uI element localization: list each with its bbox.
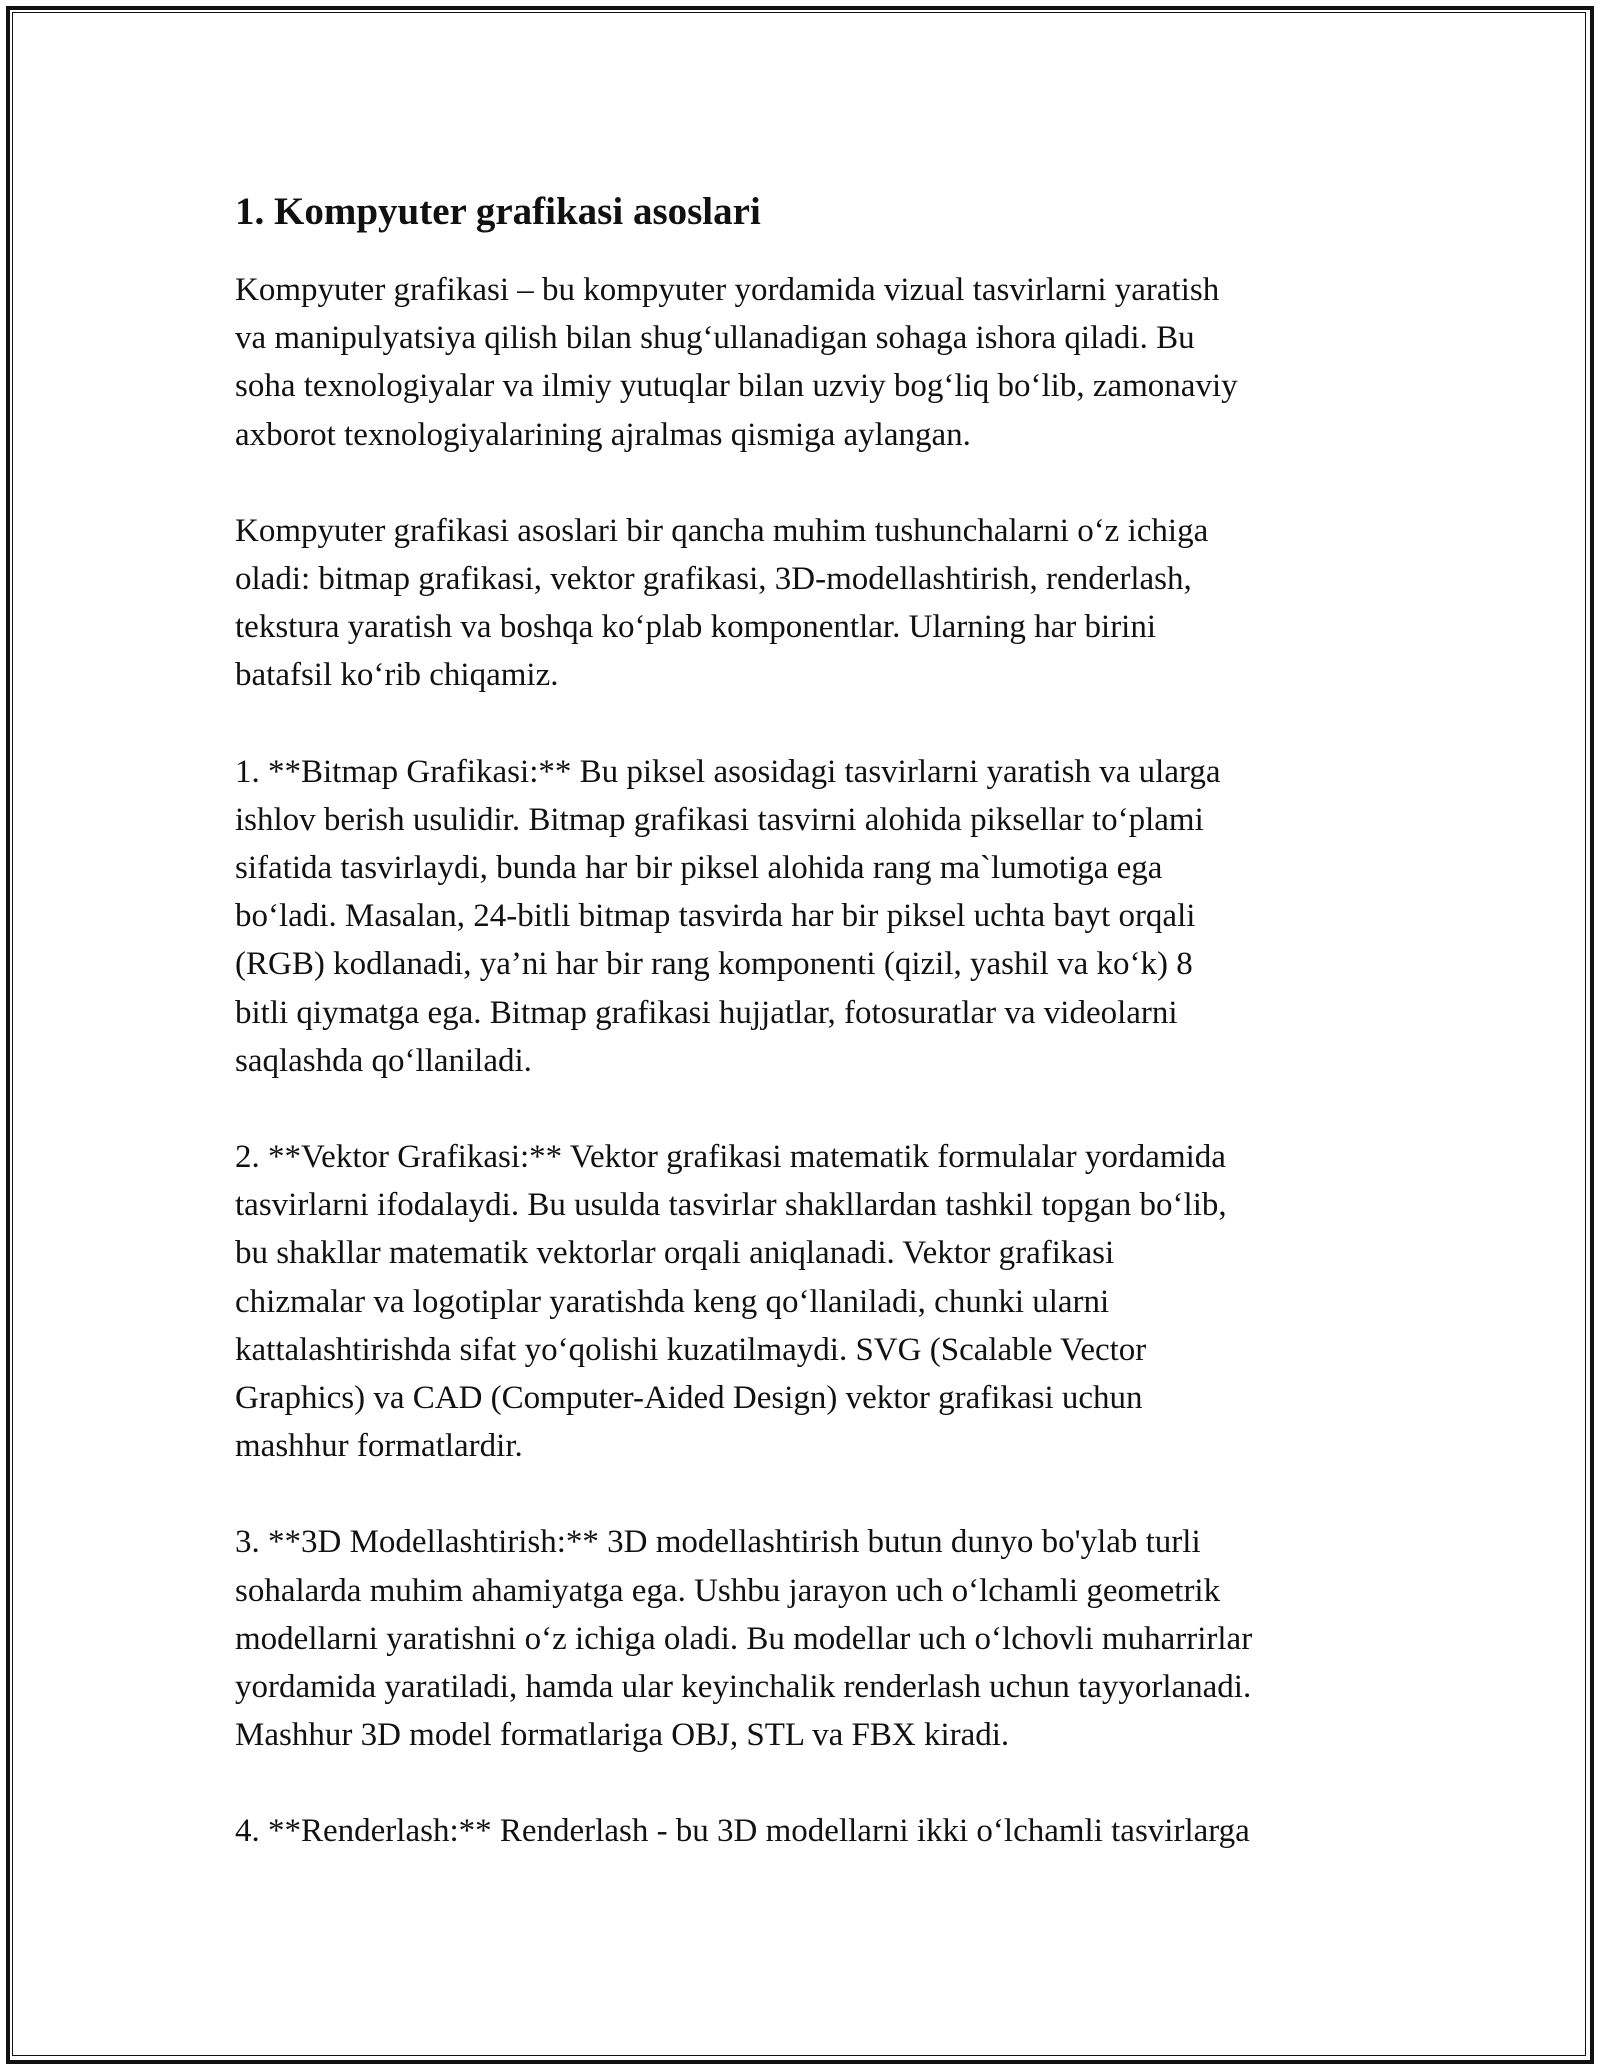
- text-line: sifatida tasvirlaydi, bunda har bir piksel alohida rang ma`lumotiga ega: [235, 850, 1163, 887]
- text-line: Kompyuter grafikasi – bu kompyuter yordamida vizual tasvirlarni yaratish: [235, 272, 1220, 308]
- text-line: saqlashda qo‘llaniladi.: [235, 1042, 532, 1079]
- text-line: Kompyuter grafikasi asoslari bir qancha muhim tushunchalarni o‘z ichiga: [235, 512, 1209, 549]
- text-line: va manipulyatsiya qilish bilan shug‘ullanadigan sohaga ishora qiladi. Bu: [235, 320, 1195, 357]
- text-line: 4. **Renderlash:** Renderlash - bu 3D modellarni ikki o‘lchamli tasvirlarga: [235, 1813, 1250, 1850]
- paragraph-overview: [235, 507, 1375, 700]
- paragraph-rendering: [235, 1807, 1375, 1855]
- text-line: Mashhur 3D model formatlariga OBJ, STL va FBX kiradi.: [235, 1717, 1010, 1754]
- document-body: [235, 180, 1375, 1904]
- text-line: tekstura yaratish va boshqa ko‘plab komponentlar. Ularning har birini: [235, 609, 1157, 646]
- text-line: modellarni yaratishni o‘z ichiga oladi. Bu modellar uch o‘lchovli muharrirlar: [235, 1620, 1253, 1657]
- paragraph-bitmap: [235, 748, 1375, 1085]
- text-line: bo‘ladi. Masalan, 24-bitli bitmap tasvirda har bir piksel uchta bayt orqali: [235, 898, 1196, 935]
- document-title: 1. Kompyuter grafikasi asoslari: [235, 190, 761, 233]
- text-line: chizmalar va logotiplar yaratishda keng qo‘llaniladi, chunki ularni: [235, 1283, 1110, 1320]
- text-line: kattalashtirishda sifat yo‘qolishi kuzatilmaydi. SVG (Scalable Vector: [235, 1331, 1147, 1368]
- text-line: soha texnologiyalar va ilmiy yutuqlar bilan uzviy bog‘liq bo‘lib, zamonaviy: [235, 368, 1238, 405]
- text-line: batafsil ko‘rib chiqamiz.: [235, 657, 559, 694]
- text-line: yordamida yaratiladi, hamda ular keyinchalik renderlash uchun tayyorlanadi.: [235, 1669, 1252, 1706]
- text-line: bu shakllar matematik vektorlar orqali aniqlanadi. Vektor grafikasi: [235, 1235, 1115, 1272]
- text-line: sohalarda muhim ahamiyatga ega. Ushbu jarayon uch o‘lchamli geometrik: [235, 1572, 1221, 1609]
- text-line: 2. **Vektor Grafikasi:** Vektor grafikasi matematik formulalar yordamida: [235, 1139, 1226, 1176]
- text-line: oladi: bitmap grafikasi, vektor grafikasi, 3D-modellashtirish, renderlash,: [235, 561, 1192, 598]
- text-line: 1. **Bitmap Grafikasi:** Bu piksel asosidagi tasvirlarni yaratish va ularga: [235, 753, 1221, 790]
- paragraph-vector: [235, 1133, 1375, 1470]
- text-line: Graphics) va CAD (Computer-Aided Design) vektor grafikasi uchun: [235, 1380, 1143, 1417]
- text-line: bitli qiymatga ega. Bitmap grafikasi hujjatlar, fotosuratlar va videolarni: [235, 994, 1178, 1031]
- text-line: mashhur formatlardir.: [235, 1428, 523, 1465]
- text-line: 3. **3D Modellashtirish:** 3D modellashtirish butun dunyo bo'ylab turli: [235, 1524, 1201, 1561]
- paragraph-intro: [235, 266, 1375, 459]
- text-line: ishlov berish usulidir. Bitmap grafikasi tasvirni alohida piksellar to‘plami: [235, 801, 1204, 838]
- text-line: (RGB) kodlanadi, ya’ni har bir rang komponenti (qizil, yashil va ko‘k) 8: [235, 946, 1193, 983]
- text-line: tasvirlarni ifodalaydi. Bu usulda tasvirlar shakllardan tashkil topgan bo‘lib,: [235, 1187, 1227, 1224]
- paragraph-3d-modeling: [235, 1518, 1375, 1759]
- text-line: axborot texnologiyalarining ajralmas qismiga aylangan.: [235, 416, 971, 453]
